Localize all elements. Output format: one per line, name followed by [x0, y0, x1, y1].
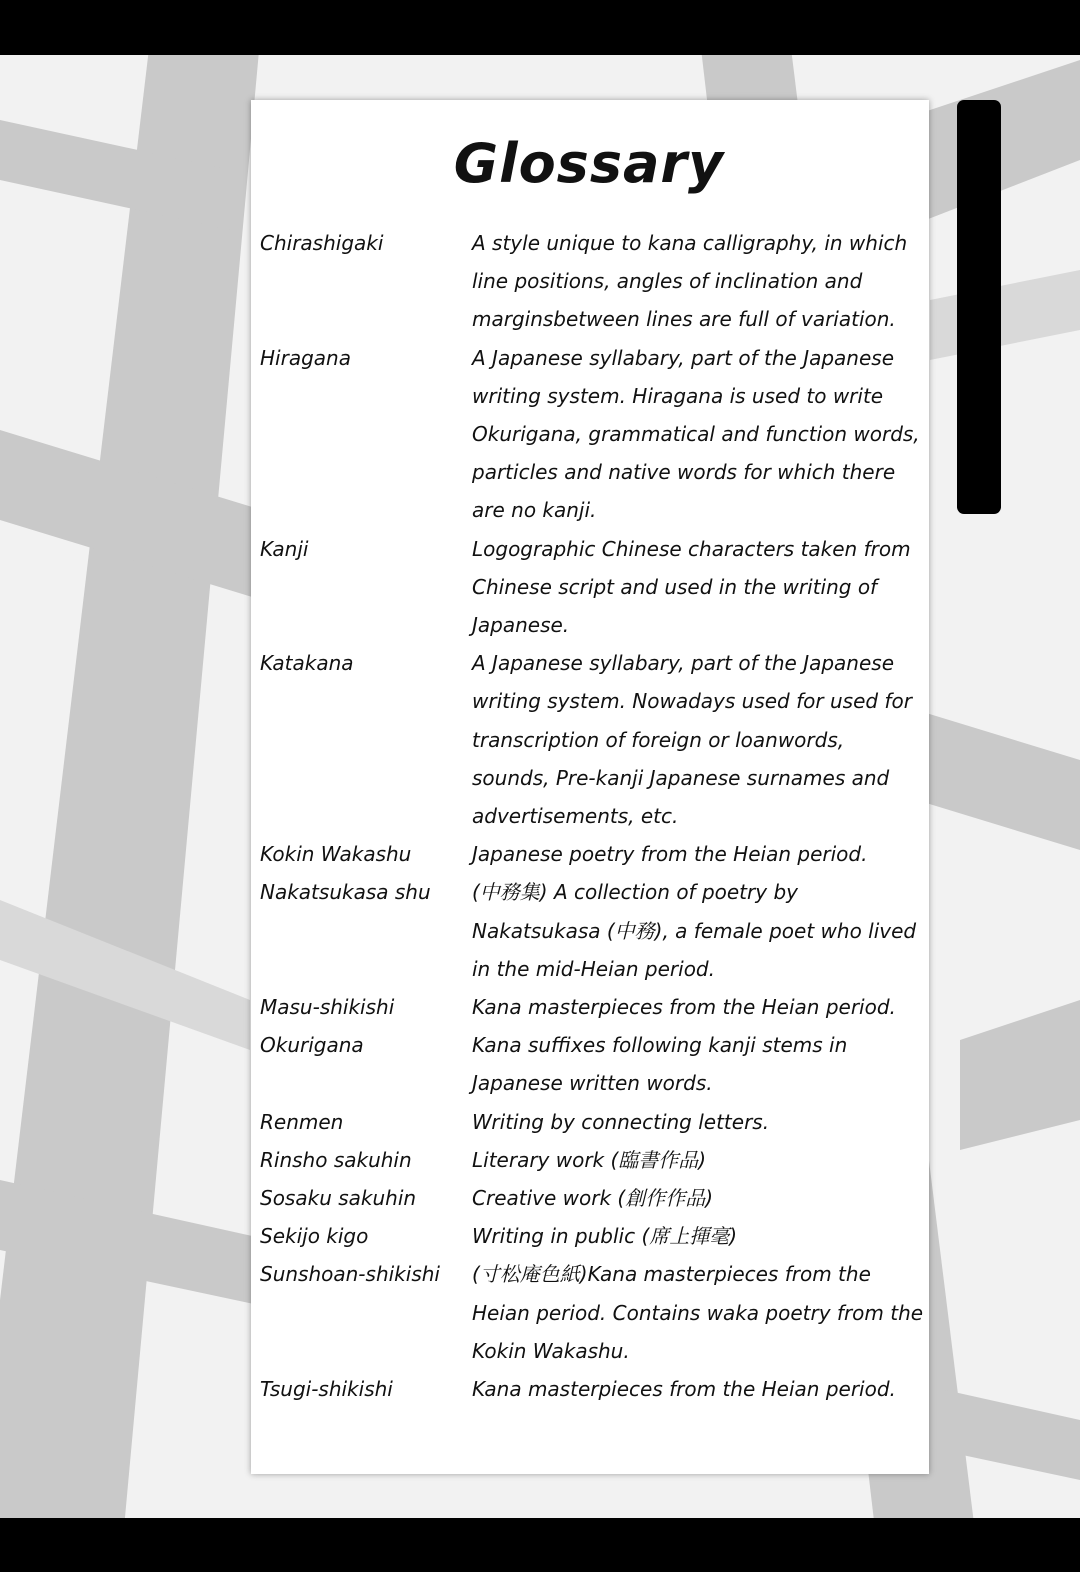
- glossary-entry: [260, 644, 930, 835]
- glossary-definition: A style unique to kana calligraphy, in which line positions, angles of inclination and marginsbetween lines are full of variation.: [472, 231, 908, 332]
- glossary-definition: Literary work (臨書作品): [472, 1147, 707, 1172]
- glossary-term: Kanji: [260, 536, 309, 561]
- glossary-entry: [260, 339, 930, 530]
- glossary-entry: [260, 1370, 930, 1408]
- glossary-term: Chirashigaki: [260, 231, 384, 255]
- glossary-term: Rinsho sakuhin: [260, 1147, 412, 1172]
- glossary-entry: [260, 1179, 930, 1217]
- glossary-definition: (中務集) A collection of poetry by Nakatsukasa (中務), a female poet who lived in the mid-Heian period.: [472, 880, 917, 981]
- glossary-definition: Japanese poetry from the Heian period.: [472, 842, 868, 867]
- glossary-term: Tsugi-shikishi: [260, 1377, 393, 1402]
- glossary-entry: [260, 835, 930, 873]
- glossary-entry: [260, 1141, 930, 1179]
- glossary-definition: Writing by connecting letters.: [472, 1109, 770, 1134]
- glossary-entry: [260, 1255, 930, 1370]
- glossary-definition: (寸松庵色紙)Kana masterpieces from the Heian period. Contains waka poetry from the Kokin Wakashu.: [472, 1262, 924, 1363]
- glossary-definition: Creative work (創作作品): [472, 1186, 714, 1211]
- glossary-entry: [260, 1026, 930, 1102]
- glossary-definition: Kana masterpieces from the Heian period.: [472, 995, 896, 1020]
- glossary-term: Nakatsukasa shu: [260, 880, 431, 905]
- glossary-entry: [260, 1217, 930, 1255]
- glossary-term: Sunshoan-shikishi: [260, 1262, 440, 1287]
- glossary-term: Masu-shikishi: [260, 995, 395, 1020]
- glossary-definition: Logographic Chinese characters taken from Chinese script and used in the writing of Japanese.: [472, 536, 911, 638]
- bottom-letterbox-bar: [0, 1518, 1080, 1572]
- glossary-definition: Kana suffixes following kanji stems in Japanese written words.: [472, 1033, 848, 1096]
- glossary-term: Kokin Wakashu: [260, 842, 412, 867]
- glossary-term: Okurigana: [260, 1033, 364, 1058]
- glossary-definition: A Japanese syllabary, part of the Japanese writing system. Hiragana is used to write Okurigana, grammatical and function words, particles and native words for which there are no kanji.: [472, 345, 920, 523]
- glossary-term: Renmen: [260, 1109, 344, 1134]
- glossary-term: Sekijo kigo: [260, 1224, 369, 1249]
- glossary-entry: [260, 530, 930, 645]
- glossary-entry: [260, 873, 930, 988]
- top-letterbox-bar: [0, 0, 1080, 55]
- glossary-term: Sosaku sakuhin: [260, 1186, 417, 1211]
- glossary-entry: [260, 1103, 930, 1141]
- glossary-definition: Kana masterpieces from the Heian period.: [472, 1377, 896, 1402]
- glossary-title: Glossary: [453, 132, 725, 195]
- glossary-term: Katakana: [260, 651, 354, 676]
- glossary-entry: [260, 224, 930, 339]
- glossary-list: [260, 224, 930, 1408]
- glossary-definition: Writing in public (席上揮毫): [472, 1224, 738, 1249]
- glossary-definition: A Japanese syllabary, part of the Japanese writing system. Nowadays used for used for transcription of foreign or loanwords, sounds, Pre-kanji Japanese surnames and advertisements, etc.: [472, 651, 912, 829]
- glossary-entry: [260, 988, 930, 1026]
- glossary-term: Hiragana: [260, 345, 351, 370]
